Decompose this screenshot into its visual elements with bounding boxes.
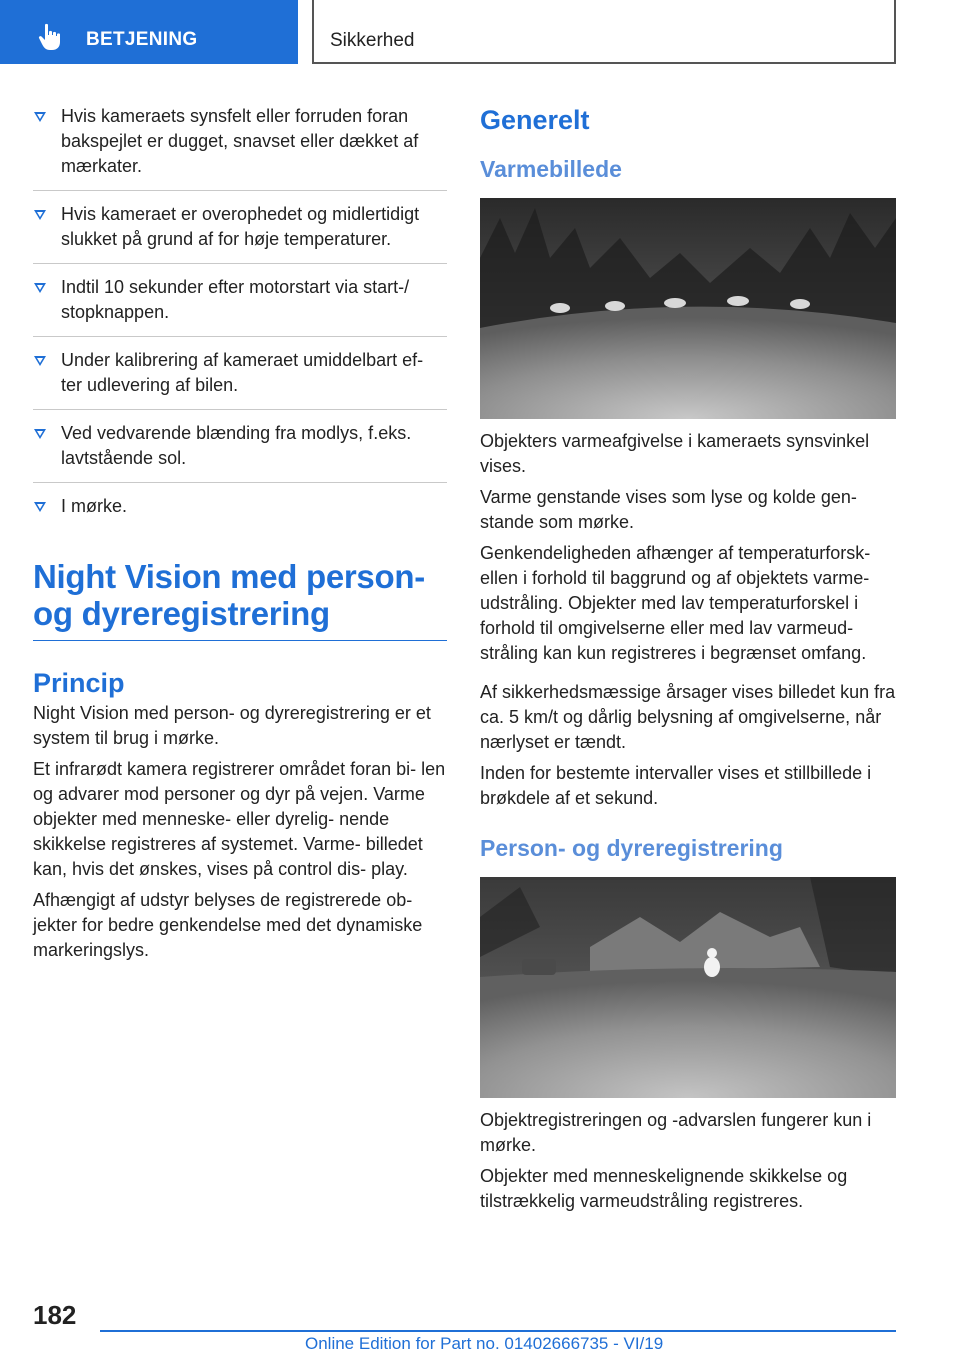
footer-divider — [100, 1330, 896, 1332]
right-column — [480, 104, 896, 1214]
chapter-label: BETJENING — [86, 29, 198, 50]
section-box — [312, 0, 896, 64]
bullet-triangle-icon — [34, 283, 46, 293]
list-item: I mørke. — [33, 494, 447, 530]
edition-text: Online Edition for Part no. 01402666735 - VI/19 — [305, 1334, 664, 1353]
bullet-triangle-icon — [34, 502, 46, 512]
list-item: Hvis kameraets synsfelt eller forruden foran bakspejlet er dugget, snavset eller dækket af mærkater. — [33, 104, 447, 191]
hand-pointer-icon — [36, 22, 66, 52]
list-item: Ved vedvarende blænding fra modlys, f.eks. lavtstående sol. — [33, 421, 447, 483]
condition-list — [33, 104, 447, 530]
thermal-paragraph: Genkendeligheden afhænger af temperaturforsk- ellen i forhold til baggrund og af objektets varme- udstråling. Objekter med lav temperaturforskel i forhold til omgivelserne eller med lav varmeud- stråling kan kun registreres i begrænset omfang. — [480, 543, 871, 663]
thermal-paragraph: Af sikkerhedsmæssige årsager vises billedet kun fra ca. 5 km/t og dårlig belysning af omgivelserne, når nærlyset er tændt. — [480, 682, 896, 752]
detection-paragraph: Objektregistreringen og -advarslen fungerer kun i mørke. — [480, 1110, 872, 1155]
bullet-triangle-icon — [34, 429, 46, 439]
thermal-image-animals — [480, 198, 896, 419]
principle-paragraph: Night Vision med person- og dyreregistrering er et system til brug i mørke. — [33, 703, 431, 748]
chapter-tab[interactable] — [0, 0, 298, 64]
general-heading: Generelt — [480, 105, 590, 135]
detection-heading: Person- og dyreregistrering — [480, 835, 783, 861]
principle-paragraph: Et infrarødt kamera registrerer området foran bi- len og advarer mod personer og dyr på vejen. Varme objekter med menneske- eller dyrelig- nende skikkelse registreres af systemet. Varme- billedet kan, hvis det ønskes, vises på control dis- play. — [33, 759, 446, 879]
bullet-triangle-icon — [34, 210, 46, 220]
list-item: Hvis kameraet er overophedet og midlertidigt slukket på grund af for høje temperaturer. — [33, 202, 447, 264]
chapter-heading: Night Vision med person- og dyreregistrering — [33, 558, 447, 641]
bullet-triangle-icon — [34, 356, 46, 366]
thermal-paragraph: Inden for bestemte intervaller vises et stillbillede i brøkdele af et sekund. — [480, 763, 872, 808]
principle-paragraph: Afhængigt af udstyr belyses de registrerede ob- jekter for bedre genkendelse med det dynamiske markeringslys. — [33, 890, 423, 960]
thermal-image-pedestrian — [480, 877, 896, 1098]
bullet-triangle-icon — [34, 112, 46, 122]
principle-heading: Princip — [33, 668, 125, 698]
list-item: Indtil 10 sekunder efter motorstart via start-/ stopknappen. — [33, 275, 447, 337]
section-label: Sikkerhed — [330, 30, 415, 51]
detection-paragraph: Objekter med menneskelignende skikkelse og tilstrækkelig varmeudstråling registreres. — [480, 1166, 848, 1211]
thermal-paragraph: Objekters varmeafgivelse i kameraets synsvinkel vises. — [480, 431, 870, 476]
list-item: Under kalibrering af kameraet umiddelbart ef- ter udlevering af bilen. — [33, 348, 447, 410]
thermal-image-heading: Varmebillede — [480, 156, 622, 182]
page-number: 182 — [33, 1300, 77, 1330]
left-column — [33, 104, 447, 963]
thermal-paragraph: Varme genstande vises som lyse og kolde gen- stande som mørke. — [480, 487, 857, 532]
